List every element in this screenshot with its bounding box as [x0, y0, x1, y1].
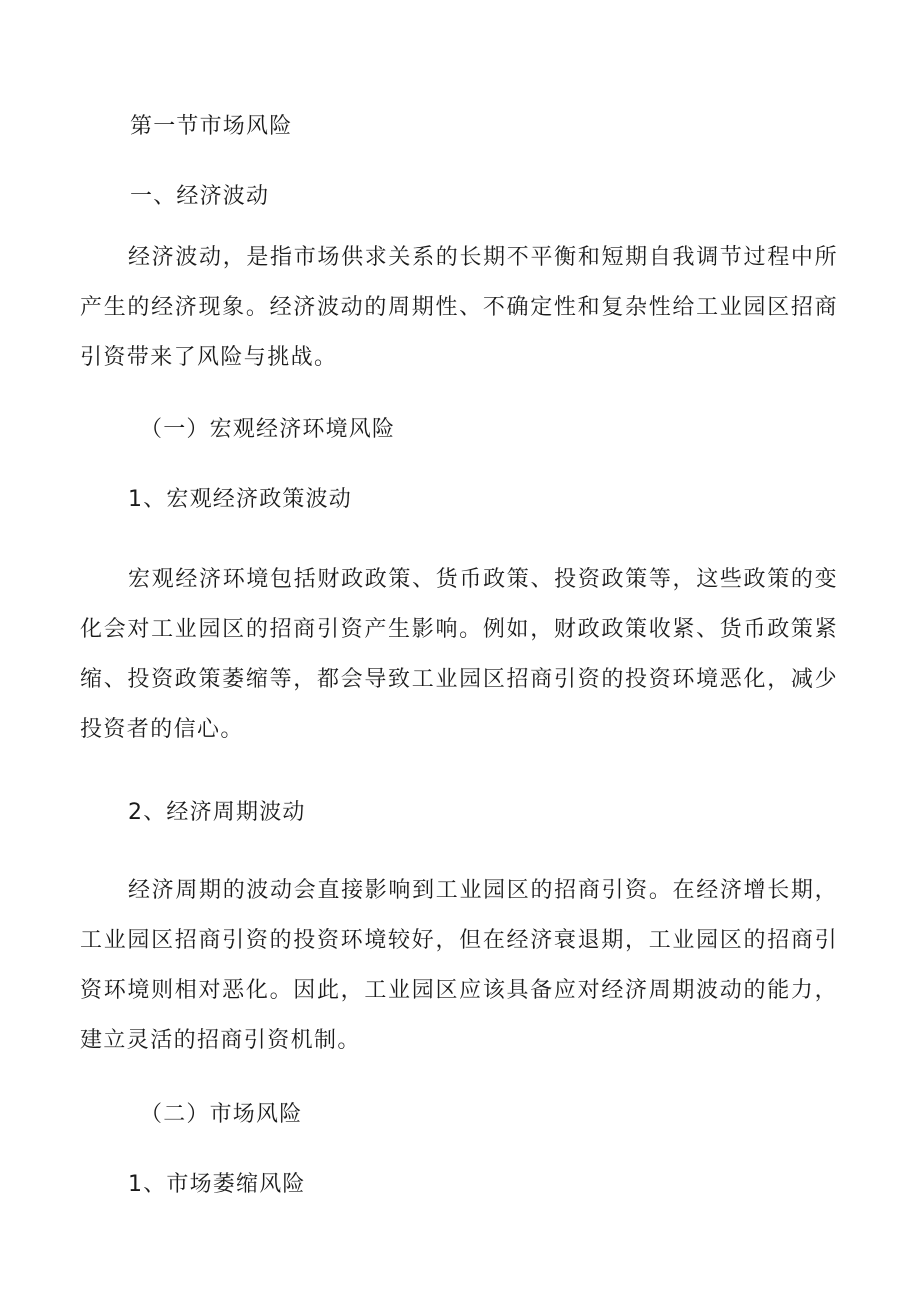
paragraph-economic-cycle: 经济周期的波动会直接影响到工业园区的招商引资。在经济增长期，工业园区招商引资的投资环境较好，但在经济衰退期，工业园区的招商引资环境则相对恶化。因此，工业园区应该具备应对经济周期波动的能力，建立灵活的招商引资机制。: [80, 878, 838, 1053]
subheading-macro-environment-risk: （一）宏观经济环境风险: [140, 417, 396, 442]
heading-economic-fluctuation: 一、经济波动: [130, 184, 270, 209]
section-title: 第一节市场风险: [130, 114, 293, 139]
item-economic-cycle: 2、经济周期波动: [128, 800, 306, 825]
paragraph-macro-policy: 宏观经济环境包括财政政策、货币政策、投资政策等，这些政策的变化会对工业园区的招商引资产生影响。例如，财政政策收紧、货币政策紧缩、投资政策萎缩等，都会导致工业园区招商引资的投资环境恶化，减少投资者的信心。: [80, 567, 838, 742]
paragraph-economic-fluctuation: 经济波动，是指市场供求关系的长期不平衡和短期自我调节过程中所产生的经济现象。经济波动的周期性、不确定性和复杂性给工业园区招商引资带来了风险与挑战。: [80, 245, 838, 370]
item-macro-policy-fluctuation: 1、宏观经济政策波动: [128, 487, 352, 512]
subheading-market-risk: （二）市场风险: [140, 1102, 303, 1127]
item-market-shrink-risk: 1、市场萎缩风险: [128, 1172, 306, 1197]
